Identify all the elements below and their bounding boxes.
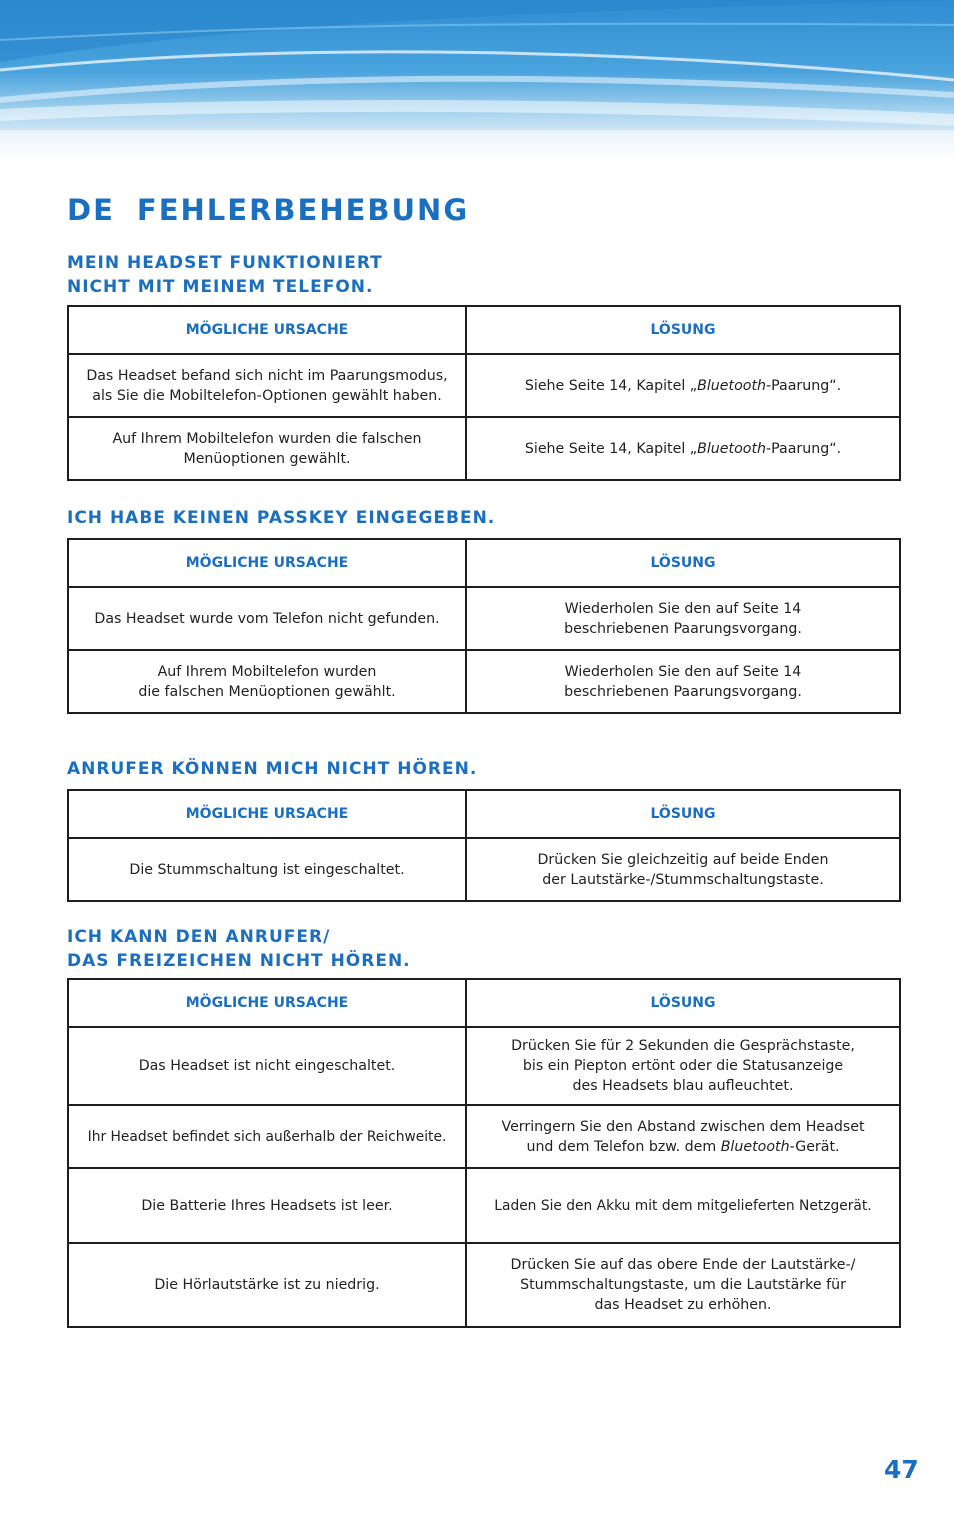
- section-heading-anrufer: ANRUFER KÖNNEN MICH NICHT HÖREN.: [67, 759, 478, 779]
- cause-cell: Auf Ihrem Mobiltelefon wurden die falschen Menüoptionen gewählt.: [68, 417, 466, 480]
- troubleshooting-table-anrufer: [67, 789, 901, 902]
- page-number: 47: [884, 1455, 919, 1484]
- troubleshooting-table-passkey: [67, 538, 901, 714]
- solution-cell: Siehe Seite 14, Kapitel „Bluetooth-Paarung“.: [466, 354, 900, 417]
- table-row: [68, 417, 900, 480]
- solution-cell: Siehe Seite 14, Kapitel „Bluetooth-Paarung“.: [466, 417, 900, 480]
- table-header-row: [68, 979, 900, 1027]
- language-code: DE: [67, 193, 115, 227]
- table-row: [68, 838, 900, 901]
- cause-cell: Das Headset wurde vom Telefon nicht gefunden.: [68, 587, 466, 650]
- section-heading-telefon: MEIN HEADSET FUNKTIONIERT NICHT MIT MEINEM TELEFON.: [67, 253, 383, 297]
- cause-column-header: MÖGLICHE URSACHE: [68, 539, 466, 587]
- table-row: [68, 650, 900, 713]
- solution-column-header: LÖSUNG: [466, 306, 900, 354]
- table-header-row: [68, 306, 900, 354]
- table-header-row: [68, 790, 900, 838]
- cause-cell: Die Hörlautstärke ist zu niedrig.: [68, 1243, 466, 1327]
- solution-cell: Wiederholen Sie den auf Seite 14 beschriebenen Paarungsvorgang.: [466, 587, 900, 650]
- solution-column-header: LÖSUNG: [466, 790, 900, 838]
- cause-cell: Die Batterie Ihres Headsets ist leer.: [68, 1168, 466, 1243]
- table-row: [68, 1243, 900, 1327]
- cause-cell: Auf Ihrem Mobiltelefon wurden die falschen Menüoptionen gewählt.: [68, 650, 466, 713]
- page-title-text: FEHLERBEHEBUNG: [136, 193, 470, 227]
- troubleshooting-table-freizeichen: [67, 978, 901, 1328]
- table-row: [68, 354, 900, 417]
- solution-cell: Drücken Sie gleichzeitig auf beide Enden der Lautstärke-/Stummschaltungstaste.: [466, 838, 900, 901]
- section-heading-freizeichen: ICH KANN DEN ANRUFER/ DAS FREIZEICHEN NICHT HÖREN.: [67, 927, 411, 971]
- header-wave-banner: [0, 0, 954, 160]
- table-row: [68, 1168, 900, 1243]
- table-header-row: [68, 539, 900, 587]
- cause-cell: Die Stummschaltung ist eingeschaltet.: [68, 838, 466, 901]
- cause-cell: Das Headset befand sich nicht im Paarungsmodus, als Sie die Mobiltelefon-Optionen gewählt haben.: [68, 354, 466, 417]
- solution-cell: Drücken Sie auf das obere Ende der Lautstärke-/ Stummschaltungstaste, um die Lautstärke für das Headset zu erhöhen.: [466, 1243, 900, 1327]
- table-row: [68, 587, 900, 650]
- troubleshooting-table-telefon: [67, 305, 901, 481]
- solution-column-header: LÖSUNG: [466, 979, 900, 1027]
- cause-column-header: MÖGLICHE URSACHE: [68, 979, 466, 1027]
- cause-cell: Das Headset ist nicht eingeschaltet.: [68, 1027, 466, 1105]
- solution-cell: Wiederholen Sie den auf Seite 14 beschriebenen Paarungsvorgang.: [466, 650, 900, 713]
- solution-column-header: LÖSUNG: [466, 539, 900, 587]
- page-title: [67, 193, 469, 227]
- cause-cell: Ihr Headset befindet sich außerhalb der Reichweite.: [68, 1105, 466, 1168]
- solution-cell: Drücken Sie für 2 Sekunden die Gesprächstaste, bis ein Piepton ertönt oder die Statusanzeige des Headsets blau aufleuchtet.: [466, 1027, 900, 1105]
- table-row: [68, 1027, 900, 1105]
- table-row: [68, 1105, 900, 1168]
- cause-column-header: MÖGLICHE URSACHE: [68, 790, 466, 838]
- cause-column-header: MÖGLICHE URSACHE: [68, 306, 466, 354]
- solution-cell: Laden Sie den Akku mit dem mitgelieferten Netzgerät.: [466, 1168, 900, 1243]
- solution-cell: Verringern Sie den Abstand zwischen dem Headset und dem Telefon bzw. dem Bluetooth-Gerät.: [466, 1105, 900, 1168]
- section-heading-passkey: ICH HABE KEINEN PASSKEY EINGEGEBEN.: [67, 508, 496, 528]
